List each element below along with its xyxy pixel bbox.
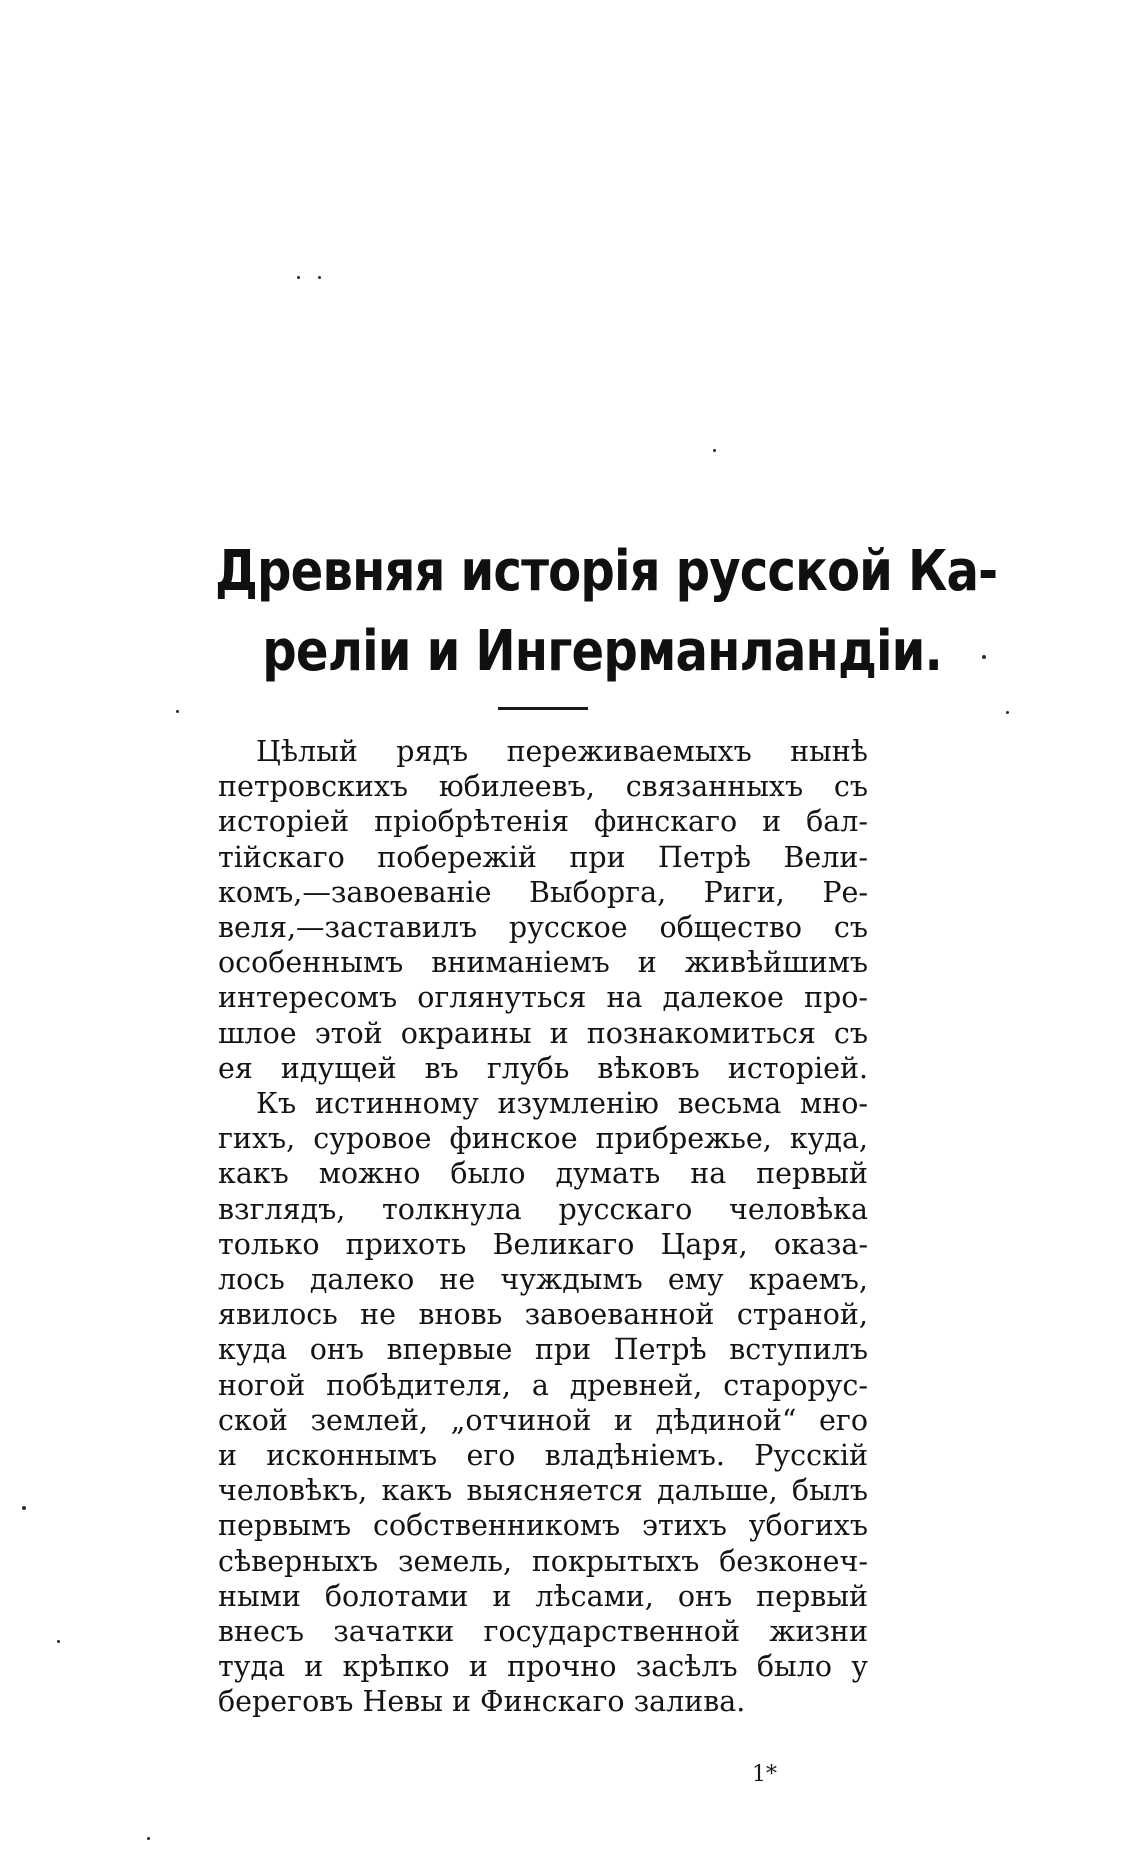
text-line: взглядъ, толкнула русскаго человѣка <box>218 1192 868 1226</box>
text-line: и исконнымъ его владѣніемъ. Русскій <box>218 1439 868 1473</box>
text-line: ными болотами и лѣсами, онъ первый <box>218 1579 868 1613</box>
scan-speck <box>22 1506 26 1510</box>
text-line: тійскаго побережій при Петрѣ Вели- <box>218 840 868 874</box>
chapter-title-line: Древняя исторія русской Ка- <box>215 539 998 604</box>
text-line: туда и крѣпко и прочно засѣлъ было у <box>218 1650 868 1684</box>
text-line: веля,—заставилъ русское общество съ <box>218 911 868 945</box>
title-divider <box>498 707 588 710</box>
text-line: ея идущей въ глубь вѣковъ исторіей. <box>218 1051 868 1085</box>
scan-speck <box>57 1640 60 1643</box>
text-line: явилось не вновь завоеванной страной, <box>218 1298 868 1332</box>
paragraph <box>218 1086 868 1720</box>
text-line: ской землей, „отчиной и дѣдиной“ его <box>218 1403 868 1437</box>
text-line: Къ истинному изумленію весьма мно- <box>256 1087 868 1121</box>
text-line: береговъ Невы и Финскаго залива. <box>218 1685 746 1719</box>
text-line: комъ,—завоеваніе Выборга, Риги, Ре- <box>218 875 868 909</box>
text-line: Цѣлый рядъ переживаемыхъ нынѣ <box>256 735 868 768</box>
text-line: лось далеко не чуждымъ ему краемъ, <box>218 1263 868 1297</box>
scan-speck <box>176 710 179 713</box>
text-line: шлое этой окраины и познакомиться съ <box>218 1016 868 1050</box>
signature-mark: 1* <box>752 1762 777 1787</box>
text-line: интересомъ оглянуться на далекое про- <box>218 981 868 1015</box>
text-line: исторіей пріобрѣтенія финскаго и бал- <box>218 805 868 839</box>
scan-speck <box>713 449 716 452</box>
text-line: ногой побѣдителя, а древней, старорус- <box>218 1368 868 1402</box>
chapter-title <box>215 532 998 692</box>
text-line: куда онъ впервые при Петрѣ вступилъ <box>218 1333 868 1367</box>
text-line: сѣверныхъ земель, покрытыхъ безконеч- <box>218 1544 868 1578</box>
body-text <box>218 734 868 1720</box>
scan-speck <box>318 276 321 279</box>
text-line: особеннымъ вниманіемъ и живѣйшимъ <box>218 946 868 980</box>
paragraph <box>218 734 868 1086</box>
scan-speck <box>147 1837 150 1840</box>
text-line: внесъ зачатки государственной жизни <box>218 1615 868 1649</box>
text-line: какъ можно было думать на первый <box>218 1157 868 1191</box>
scan-speck <box>1006 711 1009 714</box>
text-line: человѣкъ, какъ выясняется дальше, былъ <box>218 1474 868 1508</box>
text-line: только прихоть Великаго Царя, оказа- <box>218 1227 868 1261</box>
text-line: первымъ собственникомъ этихъ убогихъ <box>218 1509 868 1543</box>
scan-speck <box>297 276 300 279</box>
text-line: гихъ, суровое финское прибрежье, куда, <box>218 1122 868 1156</box>
text-line: петровскихъ юбилеевъ, связанныхъ съ <box>218 770 868 804</box>
chapter-title-line: реліи и Ингерманландіи. <box>262 619 942 684</box>
scan-speck <box>982 655 986 659</box>
